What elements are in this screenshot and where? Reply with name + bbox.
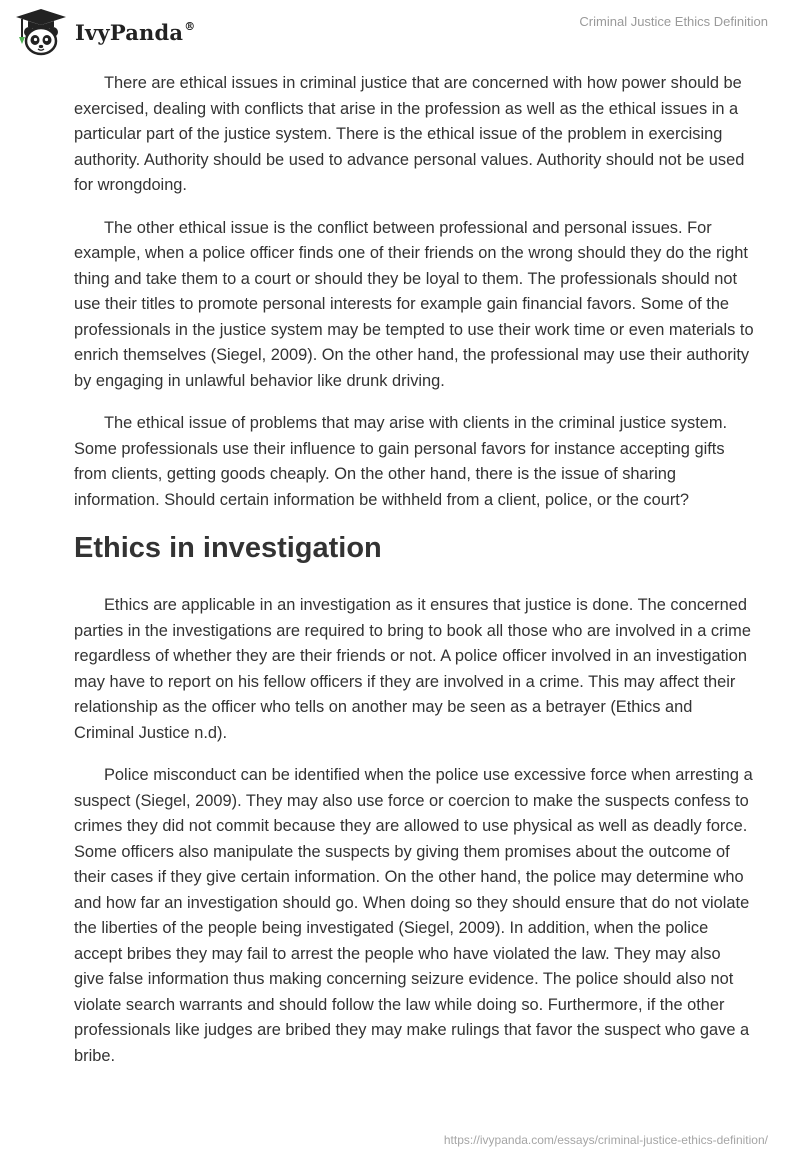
section-heading: Ethics in investigation	[74, 532, 382, 564]
page-header	[0, 0, 800, 62]
document-title: Criminal Justice Ethics Definition	[579, 14, 768, 29]
essay-content	[74, 71, 754, 1086]
paragraph: There are ethical issues in criminal justice that are concerned with how power should be exercised, dealing with conflicts that arise in the profession as well as the ethical issues in a particular part of the justice system. There is the ethical issue of the problem in exercising authority. Authority should be used to advance personal values. Authority should not be used for wrongdoing.	[74, 74, 745, 194]
logo-wordmark: IvyPanda®	[75, 19, 196, 45]
registered-mark: ®	[184, 19, 196, 33]
paragraph: Ethics are applicable in an investigation as it ensures that justice is done. The concerned parties in the investigations are required to bring to book all those who are involved in a crime regardless of whether they are their friends or not. A police officer involved in an investigation may have to report on his fellow officers if they are involved in a crime. This may affect their relationship as the officer who tells on another may be seen as a betrayer (Ethics and Criminal Justice n.d).	[74, 596, 751, 742]
paragraph: The other ethical issue is the conflict between professional and personal issues. For example, when a police officer finds one of their friends on the wrong should they do the right thing and take them to a court or should they be loyal to them. The professionals should not use their titles to promote personal interests for example gain financial favors. Some of the professionals in the justice system may be tempted to use their work time or even materials to enrich themselves (Siegel, 2009). On the other hand, the professional may use their authority by engaging in unlawful behavior like drunk driving.	[74, 218, 754, 390]
ivypanda-logo[interactable]	[12, 7, 195, 57]
paragraph: The ethical issue of problems that may arise with clients in the criminal justice system. Some professionals use their influence to gain personal favors for instance accepting gifts from clients, getting goods cheaply. On the other hand, there is the issue of sharing information. Should certain information be withheld from a client, police, or the court?	[74, 414, 728, 509]
panda-graduation-icon	[12, 7, 70, 57]
source-url[interactable]: https://ivypanda.com/essays/criminal-justice-ethics-definition/	[443, 1133, 768, 1147]
paragraph: Police misconduct can be identified when the police use excessive force when arresting a suspect (Siegel, 2009). They may also use force or coercion to make the suspects confess to crimes they did not commit because they are allowed to use physical as well as deadly force. Some officers also manipulate the suspects by giving them promises about the outcome of their cases if they give certain information. On the other hand, the police may determine who and how far an investigation should go. When doing so they should ensure that do not violate the liberties of the people being investigated (Siegel, 2009). In addition, when the police accept bribes they may fail to arrest the people who have violated the law. They may also give false information thus making concerning seizure evidence. The police should also not violate search warrants and should follow the law while doing so. Furthermore, if the other professionals like judges are bribed they may make rulings that favor the suspect who gave a bribe.	[74, 766, 753, 1065]
